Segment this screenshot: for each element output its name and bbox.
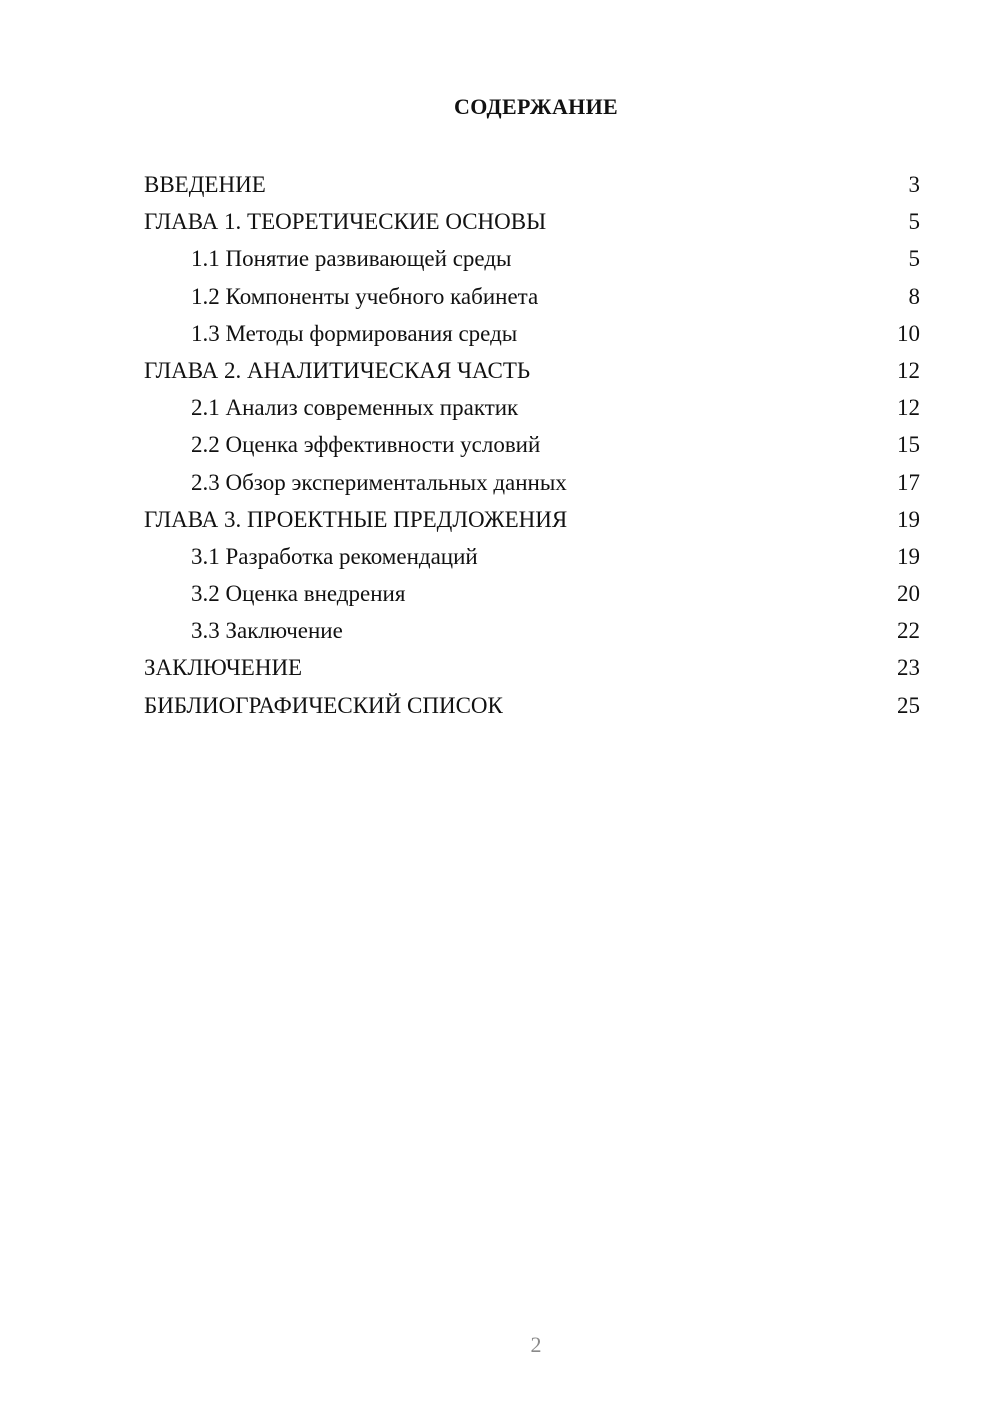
toc-entry-label: 1.3 Методы формирования среды xyxy=(191,320,518,346)
toc-entry xyxy=(144,687,920,724)
toc-subentry xyxy=(144,278,920,315)
toc-entry xyxy=(144,203,920,240)
toc-entry-page: 12 xyxy=(897,357,920,383)
toc-entry-page: 25 xyxy=(897,692,920,718)
toc-entry-label: 3.1 Разработка рекомендаций xyxy=(191,543,478,569)
toc-subentry xyxy=(144,240,920,277)
toc-entry-label: 1.1 Понятие развивающей среды xyxy=(191,246,512,272)
toc-subentry xyxy=(144,464,920,501)
toc-entry xyxy=(144,501,920,538)
toc-entry-page: 15 xyxy=(897,432,920,458)
page-number: 2 xyxy=(530,1332,542,1357)
toc-entry-label: 2.3 Обзор экспериментальных данных xyxy=(191,469,567,495)
toc-entry-page: 19 xyxy=(897,543,920,569)
table-of-contents xyxy=(144,166,920,724)
toc-entry-page: 19 xyxy=(897,506,920,532)
toc-subentry xyxy=(144,426,920,463)
toc-entry-page: 23 xyxy=(897,655,920,681)
toc-subentry xyxy=(144,389,920,426)
toc-entry-label: ГЛАВА 1. ТЕОРЕТИЧЕСКИЕ ОСНОВЫ xyxy=(144,209,547,235)
toc-entry-label: ЗАКЛЮЧЕНИЕ xyxy=(144,655,303,681)
toc-subentry xyxy=(144,538,920,575)
toc-entry-label: 2.1 Анализ современных практик xyxy=(191,395,519,421)
toc-entry xyxy=(144,352,920,389)
toc-entry-page: 22 xyxy=(897,618,920,644)
toc-subentry xyxy=(144,575,920,612)
page-title: СОДЕРЖАНИЕ xyxy=(454,94,618,119)
toc-entry-label: 2.2 Оценка эффективности условий xyxy=(191,432,541,458)
toc-entry-label: 1.2 Компоненты учебного кабинета xyxy=(191,283,539,309)
toc-entry-page: 17 xyxy=(897,469,920,495)
toc-entry-page: 12 xyxy=(897,395,920,421)
toc-entry-label: ВВЕДЕНИЕ xyxy=(144,172,266,197)
toc-entry-label: ГЛАВА 3. ПРОЕКТНЫЕ ПРЕДЛОЖЕНИЯ xyxy=(144,506,568,532)
toc-entry-page: 8 xyxy=(908,283,920,309)
toc-entry-label: 3.2 Оценка внедрения xyxy=(191,581,406,607)
toc-entry-page: 20 xyxy=(897,581,920,607)
toc-entry-label: 3.3 Заключение xyxy=(191,618,343,644)
toc-entry-page: 5 xyxy=(908,209,920,235)
toc-entry-page: 10 xyxy=(897,320,920,346)
toc-entry-label: БИБЛИОГРАФИЧЕСКИЙ СПИСОК xyxy=(144,692,503,718)
toc-subentry xyxy=(144,315,920,352)
toc-entry-label: ГЛАВА 2. АНАЛИТИЧЕСКАЯ ЧАСТЬ xyxy=(144,357,531,383)
toc-entry-page: 3 xyxy=(908,172,920,197)
toc-entry xyxy=(144,649,920,686)
toc-entry-page: 5 xyxy=(908,246,920,272)
toc-subentry xyxy=(144,612,920,649)
toc-entry xyxy=(144,166,920,203)
